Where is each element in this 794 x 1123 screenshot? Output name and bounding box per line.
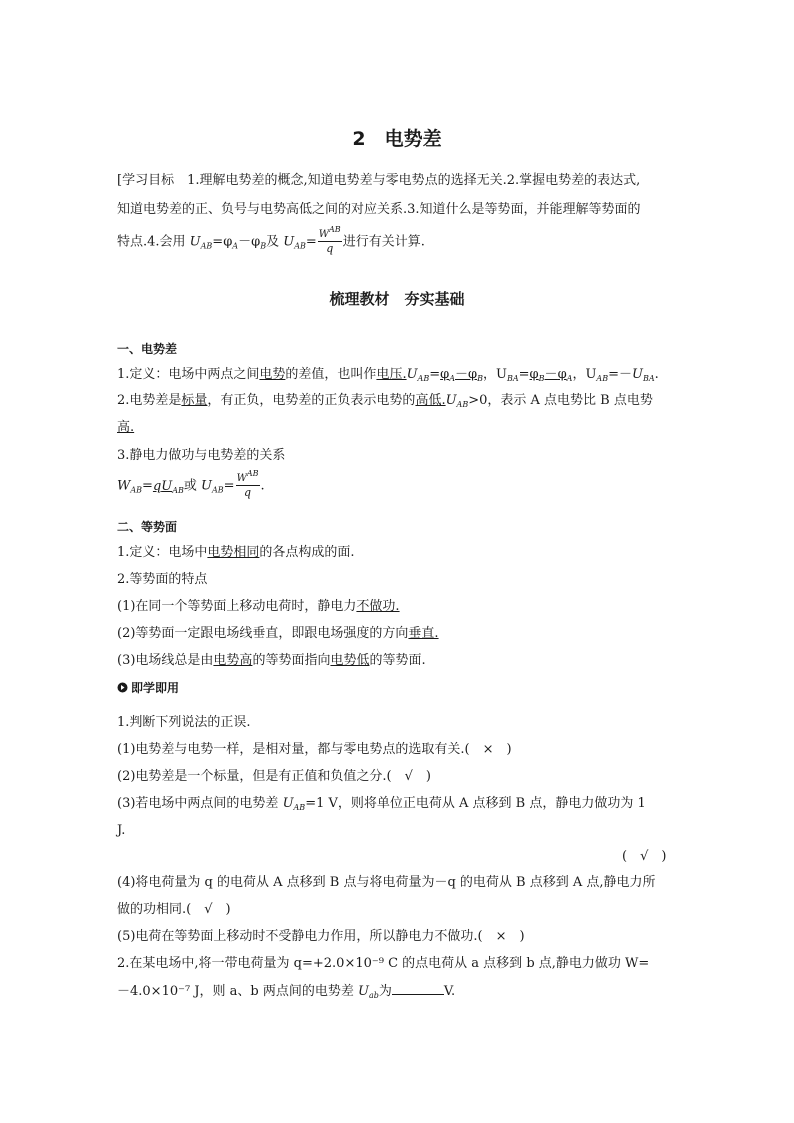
question-1-item-4-cont: 做的功相同.( √ ) <box>117 902 231 917</box>
subscript-ab: AB <box>596 374 609 383</box>
text: (1)在同一个等势面上移动电荷时，静电力 <box>117 599 357 614</box>
question-1-item-5: (5)电荷在等势面上移动时不受静电力作用，所以静电力不做功.( × ) <box>117 929 525 944</box>
text: =1 V，则将单位正电荷从 A 点移到 B 点，静电力做功为 1 <box>305 796 646 811</box>
text: 1.定义：电场中 <box>117 545 208 560</box>
symbol-w: W <box>117 478 131 494</box>
symbol-u: U <box>201 478 212 494</box>
underlined-answer: $\varphi_B-\varphi_A$ <box>529 367 573 383</box>
objectives-text: 进行有关计算. <box>342 234 425 250</box>
period: . <box>260 478 265 494</box>
subscript-ab: AB <box>130 485 143 495</box>
underlined-answer: 垂直. <box>408 626 439 641</box>
part2-features-heading: 2.等势面的特点 <box>117 572 208 587</box>
symbol-u: U <box>445 393 457 408</box>
text: (3)若电场中两点间的电势差 <box>117 796 283 811</box>
underlined-answer: 电势 <box>259 367 286 382</box>
text: (3)电场线总是由 <box>117 653 214 668</box>
question-1-item-1: (1)电势差与电势一样，是相对量，都与零电势点的选取有关.( × ) <box>117 742 512 757</box>
text: ，U <box>483 367 507 382</box>
part1-scalar <box>117 392 653 410</box>
subscript-ab: AB <box>456 400 469 409</box>
equals: = <box>518 367 530 382</box>
equals: = <box>608 367 619 382</box>
text: >0，表示 A 点电势比 B 点电势 <box>468 393 653 408</box>
subscript-ab: AB <box>212 485 224 495</box>
text: 的差值，也叫作 <box>285 367 377 382</box>
underlined-answer: 电势低 <box>330 653 370 668</box>
formula-text: 及 <box>266 234 284 250</box>
text: 2.电势差是 <box>117 393 182 408</box>
text: 的各点构成的面. <box>259 545 355 560</box>
question-1-item-4: (4)将电荷量为 q 的电荷从 A 点移到 B 点与将电荷量为－q 的电荷从 B 点移到 A 点,静电力所 <box>117 875 656 890</box>
underlined-answer: 高. <box>117 420 135 435</box>
part2-heading: 二、等势面 <box>117 520 178 534</box>
symbol-u: U <box>189 234 201 250</box>
equals: = <box>223 478 235 494</box>
answer-blank[interactable] <box>392 982 444 995</box>
fraction-denominator: q <box>244 486 252 499</box>
section-heading: 梳理教材 夯实基础 <box>329 290 465 308</box>
subscript-ba: BA <box>506 374 519 383</box>
formula-text: = <box>305 234 317 250</box>
question-1: 1.判断下列说法的正误. <box>117 715 251 730</box>
text: 为 <box>378 984 392 999</box>
period: . <box>654 367 659 382</box>
underlined-answer: 不做功. <box>356 599 400 614</box>
fraction-denominator: q <box>326 242 334 255</box>
symbol-u: U <box>358 984 369 999</box>
part2-feature-2 <box>117 625 439 643</box>
fraction-numerator: $W^{AB}$ <box>318 225 341 240</box>
equals: = <box>142 478 153 494</box>
symbol-u: U <box>282 796 294 811</box>
underlined-answer: $\varphi_A-\varphi_B$ <box>440 367 484 383</box>
page-title: 2 电势差 <box>352 128 442 150</box>
part2-feature-1 <box>117 598 400 616</box>
part1-heading: 一、电势差 <box>117 342 178 356</box>
subscript-ab: AB <box>200 241 213 251</box>
question-2-cont <box>117 982 455 1001</box>
question-1-item-3 <box>117 795 646 813</box>
objectives-text: 特点.4.会用 <box>117 234 190 250</box>
part1-relation-formula <box>117 469 265 500</box>
minus: － <box>618 367 632 382</box>
symbol-u: U <box>283 234 295 250</box>
objectives-line-1: [学习目标 1.理解电势差的概念,知道电势差与零电势点的选择无关.2.掌握电势差的表达式, <box>117 173 641 188</box>
part1-relation-heading: 3.静电力做功与电势差的关系 <box>117 448 286 463</box>
part2-definition <box>117 544 355 562</box>
objectives-line-2: 知道电势差的正、负号与电势高低之间的对应关系.3.知道什么是等势面，并能理解等势面的 <box>117 202 641 217</box>
formula-text: －φ <box>238 234 261 250</box>
subscript-ba: BA <box>642 374 655 383</box>
question-1-item-3-cont: J. <box>117 823 126 838</box>
part1-scalar-cont <box>117 419 134 437</box>
formula-text: =φ <box>212 234 233 250</box>
underlined-answer: 标量 <box>181 393 208 408</box>
fraction-w-over-q <box>236 469 260 499</box>
underlined-answer: 电压. <box>376 367 407 382</box>
underlined-answer: 电势相同 <box>207 545 260 560</box>
text: 或 <box>183 478 202 494</box>
fraction-w-over-q <box>318 225 342 255</box>
subscript-ab: AB <box>293 803 306 812</box>
text: 的等势面. <box>369 653 426 668</box>
subscript-b: B <box>260 241 267 251</box>
text: 的等势面指向 <box>252 653 331 668</box>
part1-definition <box>117 366 659 384</box>
question-1-item-3-answer: ( √ ) <box>622 849 667 864</box>
subscript-ab: AB <box>294 241 306 251</box>
practice-bullet-icon <box>117 682 128 693</box>
subscript-ab: AB <box>417 374 430 383</box>
text: ，U <box>572 367 597 382</box>
underlined-answer: $qU_{AB}$ <box>152 478 184 495</box>
question-2: 2.在某电场中,将一带电荷量为 q=+2.0×10⁻⁹ C 的点电荷从 a 点移到 b 点,静电力做功 W= <box>117 956 650 971</box>
objectives-line-3 <box>117 225 425 256</box>
text: V. <box>443 984 456 999</box>
subscript-ab-lower: ab <box>368 991 379 1000</box>
subscript-a: A <box>232 241 239 251</box>
symbol-u: U <box>632 367 643 382</box>
symbol-u: U <box>406 367 418 382</box>
text: (2)等势面一定跟电场线垂直，即跟电场强度的方向 <box>117 626 409 641</box>
underlined-answer: 电势高 <box>213 653 253 668</box>
text: ，有正负，电势差的正负表示电势的 <box>207 393 416 408</box>
practice-heading: 即学即用 <box>131 681 180 695</box>
text: 1.定义：电场中两点之间 <box>117 367 260 382</box>
fraction-numerator: $W^{AB}$ <box>236 469 259 484</box>
underlined-answer: 高低. <box>415 393 446 408</box>
equals: = <box>429 367 441 382</box>
text: －4.0×10⁻⁷ J，则 a、b 两点间的电势差 <box>117 984 358 999</box>
question-1-item-2: (2)电势差是一个标量，但是有正值和负值之分.( √ ) <box>117 769 431 784</box>
part2-feature-3 <box>117 652 426 670</box>
practice-heading-row <box>117 679 179 697</box>
